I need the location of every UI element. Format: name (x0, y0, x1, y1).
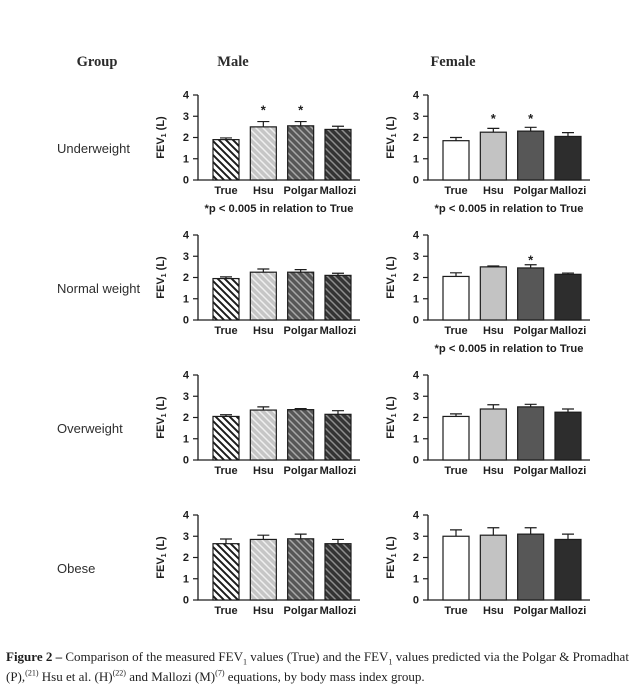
bar-mallozi (325, 414, 351, 460)
x-tick-true: True (444, 465, 468, 477)
caption-segment: 1 (242, 657, 248, 667)
x-tick-polgar: Polgar (283, 185, 318, 197)
caption-segment: 1 (388, 657, 393, 667)
x-tick-mallozi: Mallozi (319, 605, 357, 617)
caption-segment: values predicted via the Polgar & Promadhat (P), (6, 649, 629, 685)
bar-mallozi (555, 412, 581, 460)
bar-polgar (288, 410, 314, 460)
x-tick-mallozi: Mallozi (549, 325, 587, 337)
y-axis-label: FEV1 (L) (155, 116, 168, 159)
sig-asterisk: * (298, 102, 304, 118)
x-tick-hsu: Hsu (252, 465, 274, 477)
x-tick-polgar: Polgar (283, 325, 318, 337)
chart-normal-weight-female (380, 225, 610, 365)
y-tick-label: 1 (182, 293, 189, 306)
bar-hsu (250, 410, 276, 460)
bar-polgar (518, 407, 544, 460)
x-tick-polgar: Polgar (513, 185, 548, 197)
x-tick-hsu: Hsu (252, 605, 274, 617)
bar-chart-svg (380, 85, 610, 225)
chart-underweight-female (380, 85, 610, 225)
caption-segment: equations, by body mass index group. (224, 669, 425, 685)
sig-asterisk: * (528, 252, 534, 268)
error-bar-hsu (257, 122, 269, 127)
y-axis-label: FEV1 (L) (385, 396, 398, 439)
caption-segment: (22) (112, 668, 126, 678)
x-tick-mallozi: Mallozi (549, 605, 587, 617)
x-tick-true: True (214, 185, 238, 197)
x-tick-polgar: Polgar (513, 325, 548, 337)
bar-chart-svg (380, 365, 610, 505)
x-tick-hsu: Hsu (252, 185, 274, 197)
bar-chart-svg (150, 85, 380, 225)
chart-overweight-male (150, 365, 380, 505)
sig-note: *p < 0.005 in relation to True (434, 343, 584, 355)
bar-chart-svg (150, 505, 380, 645)
row-label-normal-weight: Normal weight (57, 280, 141, 296)
y-tick-label: 4 (412, 229, 419, 242)
x-tick-hsu: Hsu (482, 325, 504, 337)
bar-hsu (480, 409, 506, 460)
bar-hsu (250, 539, 276, 600)
x-tick-polgar: Polgar (283, 605, 318, 617)
x-tick-true: True (444, 185, 468, 197)
y-tick-label: 4 (412, 369, 419, 382)
bar-polgar (288, 272, 314, 320)
bar-mallozi (325, 129, 351, 180)
y-tick-label: 1 (412, 153, 419, 166)
error-bar-true (450, 530, 462, 536)
y-tick-label: 2 (412, 132, 419, 144)
y-tick-label: 4 (182, 369, 189, 382)
bar-hsu (250, 127, 276, 180)
chart-normal-weight-male (150, 225, 380, 365)
bar-true (213, 140, 239, 180)
error-bar-true (220, 539, 232, 544)
x-tick-hsu: Hsu (482, 605, 504, 617)
bar-mallozi (325, 275, 351, 320)
y-tick-label: 2 (182, 412, 189, 424)
x-tick-hsu: Hsu (482, 185, 504, 197)
y-tick-label: 0 (412, 174, 419, 187)
bar-polgar (288, 126, 314, 180)
row-label-obese: Obese (57, 560, 96, 576)
y-tick-label: 1 (412, 293, 419, 306)
bar-true (213, 279, 239, 320)
error-bar-polgar (295, 534, 307, 539)
bar-chart-svg (150, 365, 380, 505)
y-tick-label: 2 (182, 132, 189, 144)
y-tick-label: 3 (182, 530, 189, 543)
x-tick-mallozi: Mallozi (319, 325, 357, 337)
bar-true (443, 141, 469, 180)
row-label-underweight: Underweight (57, 140, 130, 156)
bar-polgar (518, 268, 544, 320)
chart-obese-male (150, 505, 380, 645)
x-tick-mallozi: Mallozi (319, 465, 357, 477)
x-tick-hsu: Hsu (482, 465, 504, 477)
caption-segment: – (52, 649, 66, 664)
y-tick-label: 3 (412, 390, 419, 403)
bar-true (213, 416, 239, 460)
caption-segment: Hsu et al. (H) (38, 669, 113, 685)
bar-mallozi (325, 544, 351, 600)
bar-chart-svg (380, 225, 610, 365)
y-tick-label: 2 (412, 552, 419, 564)
chart-overweight-female (380, 365, 610, 505)
y-tick-label: 1 (412, 433, 419, 446)
y-tick-label: 0 (412, 314, 419, 327)
y-axis-label: FEV1 (L) (155, 536, 168, 579)
caption-segment: and Mallozi (M) (125, 669, 216, 685)
caption-segment: (7) (215, 668, 225, 678)
y-tick-label: 4 (182, 229, 189, 242)
x-tick-mallozi: Mallozi (319, 185, 357, 197)
bar-polgar (518, 131, 544, 180)
column-header-male: Male (217, 54, 249, 70)
column-header-female: Female (430, 54, 476, 70)
bar-mallozi (555, 136, 581, 180)
error-bar-polgar (525, 528, 537, 534)
y-axis-label: FEV1 (L) (385, 256, 398, 299)
x-tick-true: True (214, 465, 238, 477)
chart-obese-female (380, 505, 610, 645)
y-axis-label: FEV1 (L) (385, 536, 398, 579)
sig-asterisk: * (260, 102, 266, 118)
error-bar-mallozi (562, 534, 574, 539)
bar-polgar (288, 539, 314, 600)
y-tick-label: 2 (412, 412, 419, 424)
y-tick-label: 4 (412, 89, 419, 102)
x-tick-true: True (444, 605, 468, 617)
x-tick-polgar: Polgar (513, 465, 548, 477)
x-tick-true: True (444, 325, 468, 337)
chart-underweight-male (150, 85, 380, 225)
y-tick-label: 0 (182, 454, 189, 467)
bar-hsu (250, 272, 276, 320)
sig-asterisk: * (490, 111, 496, 127)
y-tick-label: 3 (412, 250, 419, 263)
y-tick-label: 4 (182, 509, 189, 522)
sig-asterisk: * (528, 111, 534, 127)
y-tick-label: 4 (412, 509, 419, 522)
caption-segment: Figure 2 (6, 649, 53, 664)
y-tick-label: 0 (182, 314, 189, 327)
y-tick-label: 1 (182, 153, 189, 166)
error-bar-mallozi (332, 539, 344, 543)
bar-true (443, 416, 469, 460)
x-tick-true: True (214, 605, 238, 617)
y-tick-label: 1 (182, 573, 189, 586)
caption-segment: (21) (25, 668, 39, 678)
y-tick-label: 3 (182, 390, 189, 403)
bar-hsu (480, 267, 506, 320)
x-tick-polgar: Polgar (513, 605, 548, 617)
bar-hsu (480, 535, 506, 600)
x-tick-polgar: Polgar (283, 465, 318, 477)
error-bar-polgar (295, 122, 307, 126)
y-tick-label: 2 (182, 272, 189, 284)
caption-segment: Comparison of the measured FEV (65, 649, 243, 664)
sig-note: *p < 0.005 in relation to True (204, 203, 354, 215)
error-bar-hsu (487, 528, 499, 535)
y-tick-label: 0 (412, 454, 419, 467)
x-tick-mallozi: Mallozi (549, 185, 587, 197)
y-tick-label: 3 (412, 110, 419, 123)
y-axis-label: FEV1 (L) (155, 256, 168, 299)
bar-polgar (518, 534, 544, 600)
y-tick-label: 3 (412, 530, 419, 543)
figure-caption (0, 645, 640, 685)
column-header-group: Group (76, 54, 118, 70)
caption-segment: values (True) and the FEV (247, 649, 389, 664)
sig-note: *p < 0.005 in relation to True (434, 203, 584, 215)
y-tick-label: 3 (182, 110, 189, 123)
error-bar-hsu (487, 405, 499, 409)
y-tick-label: 3 (182, 250, 189, 263)
y-tick-label: 1 (182, 433, 189, 446)
x-tick-true: True (214, 325, 238, 337)
row-label-overweight: Overweight (57, 420, 123, 436)
y-tick-label: 4 (182, 89, 189, 102)
bar-true (443, 536, 469, 600)
x-tick-hsu: Hsu (252, 325, 274, 337)
bar-true (443, 276, 469, 320)
x-tick-mallozi: Mallozi (549, 465, 587, 477)
bar-chart-svg (380, 505, 610, 645)
bar-mallozi (555, 274, 581, 320)
bar-hsu (480, 132, 506, 180)
y-tick-label: 2 (412, 272, 419, 284)
error-bar-hsu (257, 535, 269, 539)
bar-mallozi (555, 539, 581, 600)
bar-chart-svg (150, 225, 380, 365)
bar-true (213, 544, 239, 600)
y-axis-label: FEV1 (L) (385, 116, 398, 159)
y-tick-label: 0 (182, 174, 189, 187)
y-tick-label: 0 (182, 594, 189, 607)
y-axis-label: FEV1 (L) (155, 396, 168, 439)
y-tick-label: 2 (182, 552, 189, 564)
y-tick-label: 1 (412, 573, 419, 586)
y-tick-label: 0 (412, 594, 419, 607)
